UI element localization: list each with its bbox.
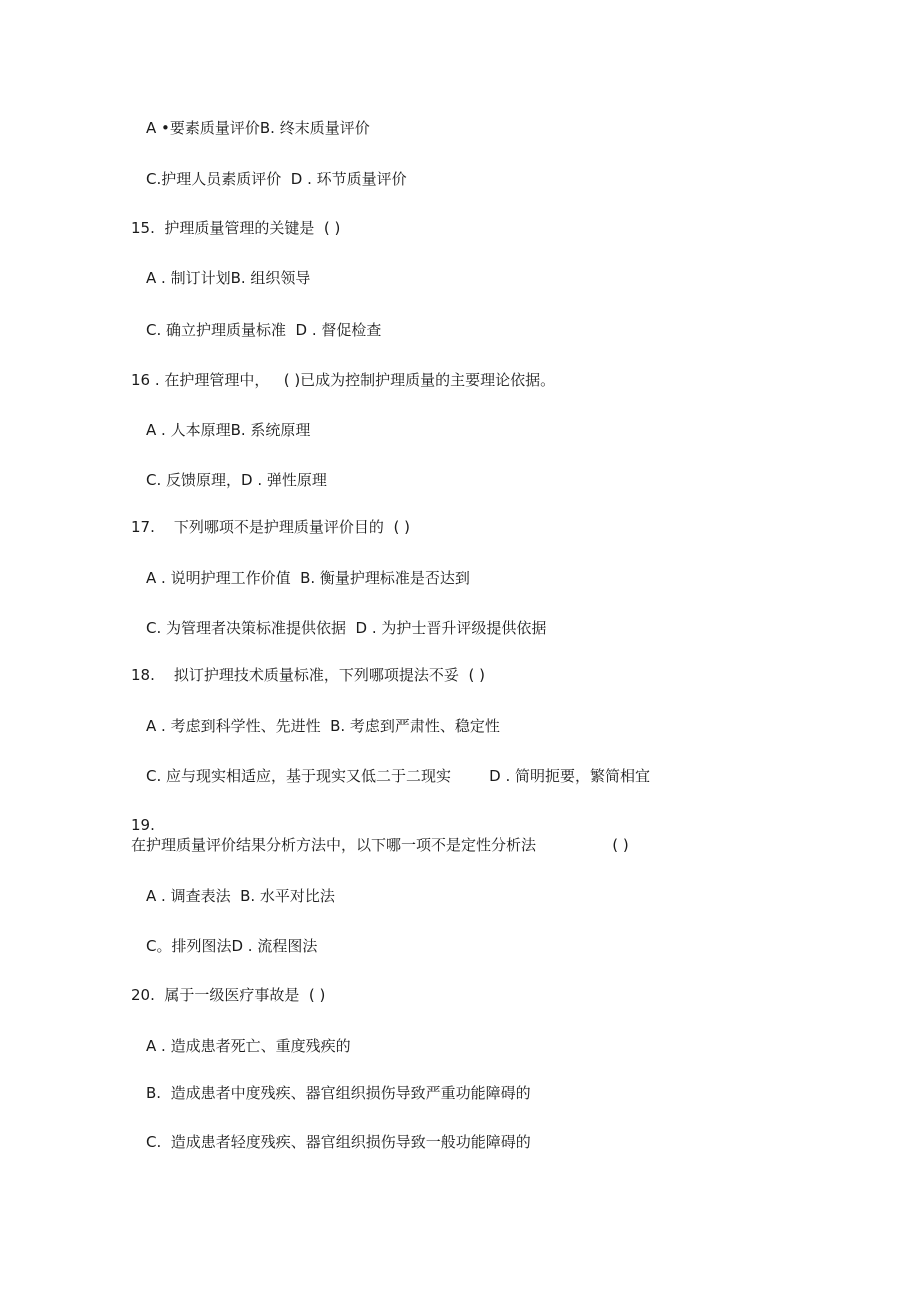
q16-options-ab: A . 人本原理B. 系统原理 (146, 421, 311, 439)
q17-options-ab: A . 说明护理工作价值 B. 衡量护理标准是否达到 (146, 569, 470, 587)
question-20: 20. 属于一级医疗事故是 ( ) (131, 986, 326, 1004)
q15-options-cd: C. 确立护理质量标准 D . 督促检查 (146, 321, 382, 339)
q18-options-cd: C. 应与现实相适应，基于现实又低二于二现实 D . 简明扼要，繁简相宜 (146, 767, 651, 785)
q14-options-cd: C.护理人员素质评价 D . 环节质量评价 (146, 170, 407, 188)
q19-options-cd: C。排列图法D . 流程图法 (146, 937, 318, 955)
q16-options-cd: C. 反馈原理，D . 弹性原理 (146, 471, 327, 489)
question-17: 17. 下列哪项不是护理质量评价目的 ( ) (131, 518, 410, 536)
question-19: 在护理质量评价结果分析方法中，以下哪一项不是定性分析法 ( ) (131, 836, 629, 854)
q19-options-ab: A . 调查表法 B. 水平对比法 (146, 887, 335, 905)
question-18: 18. 拟订护理技术质量标准，下列哪项提法不妥 ( ) (131, 666, 485, 684)
question-19-number: 19. (131, 816, 155, 834)
q17-options-cd: C. 为管理者决策标准提供依据 D . 为护士晋升评级提供依据 (146, 619, 547, 637)
q15-options-ab: A . 制订计划B. 组织领导 (146, 269, 311, 287)
q20-option-a: A . 造成患者死亡、重度残疾的 (146, 1037, 351, 1055)
q18-options-ab: A . 考虑到科学性、先进性 B. 考虑到严肃性、稳定性 (146, 717, 500, 735)
q14-options-ab: A •要素质量评价B. 终末质量评价 (146, 119, 370, 137)
q20-option-b: B. 造成患者中度残疾、器官组织损伤导致严重功能障碍的 (146, 1084, 531, 1102)
question-16: 16 . 在护理管理中， ( )已成为控制护理质量的主要理论依据。 (131, 371, 556, 389)
q20-option-c: C. 造成患者轻度残疾、器官组织损伤导致一般功能障碍的 (146, 1133, 531, 1151)
question-15: 15. 护理质量管理的关键是 ( ) (131, 219, 341, 237)
